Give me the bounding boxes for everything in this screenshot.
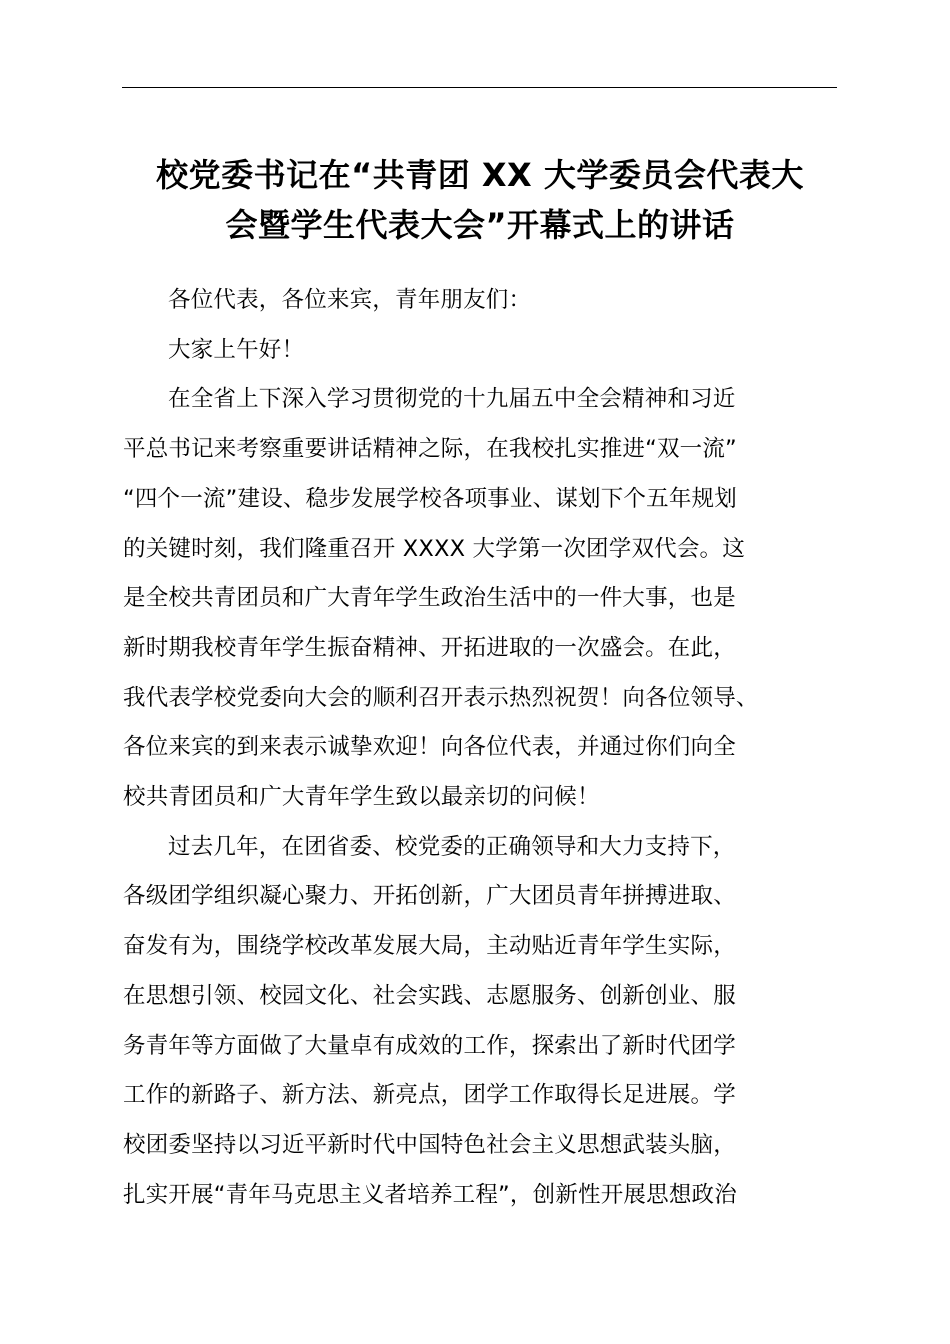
text-line: 务青年等方面做了大量卓有成效的工作，探索出了新时代团学 [123, 1032, 736, 1059]
text-line: 是全校共青团员和广大青年学生政治生活中的一件大事，也是 [123, 585, 736, 612]
text-line: 的关键时刻，我们隆重召开 XXXX 大学第一次团学双代会。这 [123, 535, 745, 562]
title-line: 会暨学生代表大会”开幕式上的讲话 [225, 206, 735, 244]
body-paragraph [123, 823, 843, 1221]
text-line: 校团委坚持以习近平新时代中国特色社会主义思想武装头脑， [123, 1131, 736, 1158]
header-rule [122, 87, 837, 88]
text-line: 新时期我校青年学生振奋精神、开拓进取的一次盛会。在此， [123, 634, 736, 661]
text-line: 各位来宾的到来表示诚挚欢迎！向各位代表，并通过你们向全 [123, 734, 736, 761]
text-line: 各级团学组织凝心聚力、开拓创新，广大团员青年拼搏进取、 [123, 883, 736, 910]
document-title [110, 150, 850, 250]
text-line: 校共青团员和广大青年学生致以最亲切的问候！ [123, 784, 600, 811]
text-line: 工作的新路子、新方法、新亮点，团学工作取得长足进展。学 [123, 1082, 736, 1109]
text-line: 各位代表，各位来宾，青年朋友们： [168, 287, 532, 313]
title-line: 校党委书记在“共青团 XX 大学委员会代表大 [156, 156, 804, 194]
text-line: 奋发有为，围绕学校改革发展大局，主动贴近青年学生实际， [123, 933, 736, 960]
text-line: 平总书记来考察重要讲话精神之际，在我校扎实推进“双一流” [123, 436, 737, 463]
text-line: 在全省上下深入学习贯彻党的十九届五中全会精神和习近 [168, 386, 736, 413]
text-line: 过去几年，在团省委、校党委的正确领导和大力支持下， [168, 833, 736, 860]
text-line: 扎实开展“青年马克思主义者培养工程”，创新性开展思想政治 [123, 1181, 737, 1208]
text-line: “四个一流”建设、稳步发展学校各项事业、谋划下个五年规划 [123, 485, 737, 512]
document-body [123, 276, 843, 1220]
body-paragraph [123, 375, 843, 822]
greeting-paragraph [123, 326, 843, 376]
text-line: 在思想引领、校园文化、社会实践、志愿服务、创新创业、服 [123, 982, 736, 1009]
text-line: 我代表学校党委向大会的顺利召开表示热烈祝贺！向各位领导、 [123, 684, 759, 711]
salutation-paragraph [123, 276, 843, 326]
text-line: 大家上午好！ [168, 336, 305, 363]
